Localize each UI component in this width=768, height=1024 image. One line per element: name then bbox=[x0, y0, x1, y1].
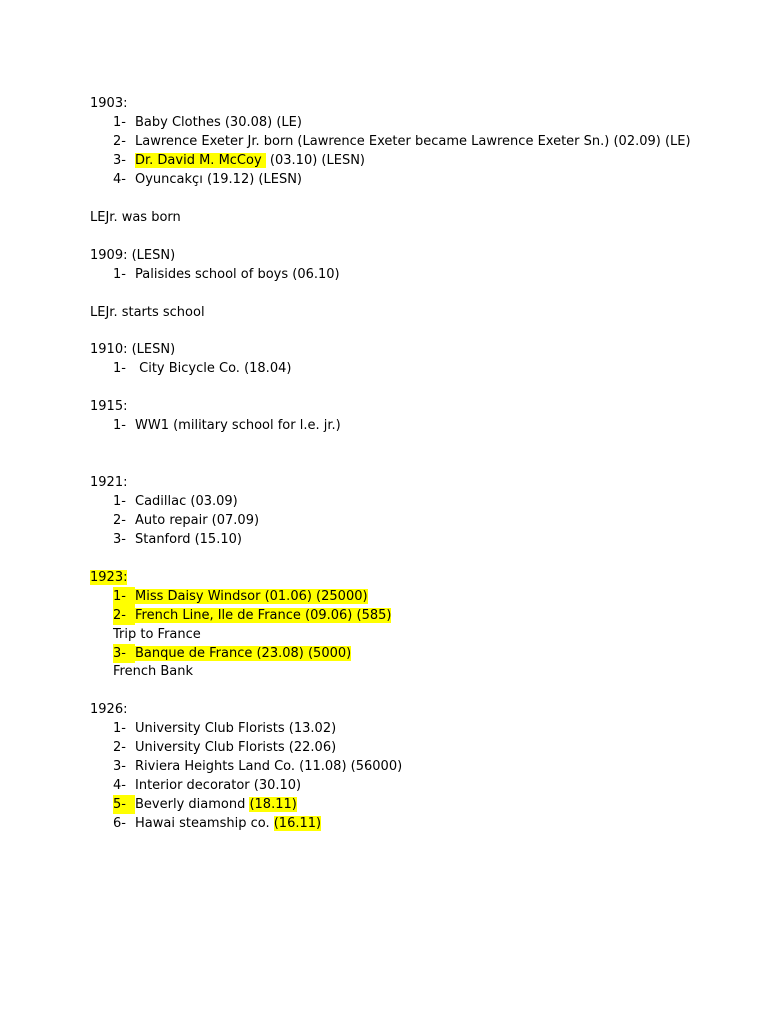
highlighted-text: Miss Daisy Windsor (01.06) (25000) bbox=[135, 589, 368, 604]
text-segment: Stanford (15.10) bbox=[135, 532, 242, 547]
list-number: 1- bbox=[113, 494, 126, 509]
paragraph-line bbox=[90, 246, 175, 265]
text-segment: Oyuncakçı (19.12) (LESN) bbox=[135, 172, 303, 187]
list-number: 2- bbox=[113, 134, 126, 149]
list-item bbox=[113, 530, 242, 549]
list-number: 1- bbox=[113, 115, 126, 130]
list-item bbox=[113, 776, 301, 795]
list-item bbox=[113, 662, 193, 681]
list-item bbox=[113, 359, 291, 378]
list-item bbox=[113, 492, 238, 511]
text-segment: University Club Florists (22.06) bbox=[135, 740, 337, 755]
list-number: 6- bbox=[113, 816, 126, 831]
list-item bbox=[113, 719, 336, 738]
list-number: 1- bbox=[113, 418, 126, 433]
list-item bbox=[113, 113, 302, 132]
paragraph-line bbox=[90, 473, 127, 492]
text-segment: 1910: (LESN) bbox=[90, 342, 176, 357]
list-item bbox=[113, 644, 351, 663]
text-segment: LEJr. starts school bbox=[90, 305, 205, 320]
list-number: 1- bbox=[113, 721, 126, 736]
list-item bbox=[113, 416, 341, 435]
list-number: 2- bbox=[113, 606, 135, 625]
list-number: 3- bbox=[113, 644, 135, 663]
paragraph-line bbox=[90, 700, 127, 719]
text-segment: Baby Clothes (30.08) (LE) bbox=[135, 115, 302, 130]
list-item bbox=[113, 795, 297, 814]
highlighted-text: Banque de France (23.08) (5000) bbox=[135, 646, 352, 661]
highlighted-text: (18.11) bbox=[249, 797, 297, 812]
paragraph-line bbox=[90, 208, 181, 227]
paragraph-line bbox=[90, 303, 205, 322]
list-item bbox=[113, 265, 340, 284]
list-number: 4- bbox=[113, 172, 126, 187]
text-segment: Auto repair (07.09) bbox=[135, 513, 260, 528]
list-item bbox=[113, 606, 391, 625]
text-segment: 1915: bbox=[90, 399, 128, 414]
text-segment: 1921: bbox=[90, 475, 128, 490]
text-segment: Riviera Heights Land Co. (11.08) (56000) bbox=[135, 759, 403, 774]
list-number: 2- bbox=[113, 513, 126, 528]
text-segment: Lawrence Exeter Jr. born (Lawrence Exeter became Lawrence Exeter Sn.) (02.09) (LE) bbox=[135, 134, 691, 149]
text-segment: City Bicycle Co. (18.04) bbox=[135, 361, 292, 376]
list-number: 3- bbox=[113, 759, 126, 774]
text-segment: 1903: bbox=[90, 96, 128, 111]
text-segment: Beverly diamond bbox=[135, 797, 250, 812]
text-segment: LEJr. was born bbox=[90, 210, 181, 225]
list-item bbox=[113, 587, 368, 606]
list-item bbox=[113, 511, 259, 530]
paragraph-line bbox=[90, 397, 127, 416]
paragraph-line bbox=[90, 568, 127, 587]
paragraph-line bbox=[90, 340, 175, 359]
highlighted-text: 1923: bbox=[90, 570, 128, 585]
list-number: 1- bbox=[113, 361, 126, 376]
text-segment: WW1 (military school for l.e. jr.) bbox=[135, 418, 341, 433]
text-segment: 1926: bbox=[90, 702, 128, 717]
list-number: 3- bbox=[113, 532, 126, 547]
text-segment: Cadillac (03.09) bbox=[135, 494, 238, 509]
text-segment: Hawai steamship co. bbox=[135, 816, 274, 831]
text-segment: Interior decorator (30.10) bbox=[135, 778, 302, 793]
text-segment: University Club Florists (13.02) bbox=[135, 721, 337, 736]
list-number: 1- bbox=[113, 267, 126, 282]
list-item bbox=[113, 738, 336, 757]
highlighted-text: Dr. David M. McCoy bbox=[135, 153, 266, 168]
list-item bbox=[113, 132, 691, 151]
highlighted-text: French Line, Ile de France (09.06) (585) bbox=[135, 608, 392, 623]
list-number: 5- bbox=[113, 795, 135, 814]
text-segment: 1909: (LESN) bbox=[90, 248, 176, 263]
list-number: 1- bbox=[113, 587, 135, 606]
list-item bbox=[113, 814, 321, 833]
list-number: 3- bbox=[113, 153, 126, 168]
text-segment: Palisides school of boys (06.10) bbox=[135, 267, 340, 282]
list-number: 4- bbox=[113, 778, 126, 793]
text-segment: French Bank bbox=[113, 664, 193, 679]
text-segment: (03.10) (LESN) bbox=[265, 153, 365, 168]
list-number: 2- bbox=[113, 740, 126, 755]
paragraph-line bbox=[90, 94, 127, 113]
text-segment: Trip to France bbox=[113, 627, 201, 642]
highlighted-text: (16.11) bbox=[273, 816, 322, 831]
list-item bbox=[113, 757, 402, 776]
list-item bbox=[113, 170, 302, 189]
list-item bbox=[113, 151, 365, 170]
list-item bbox=[113, 625, 201, 644]
